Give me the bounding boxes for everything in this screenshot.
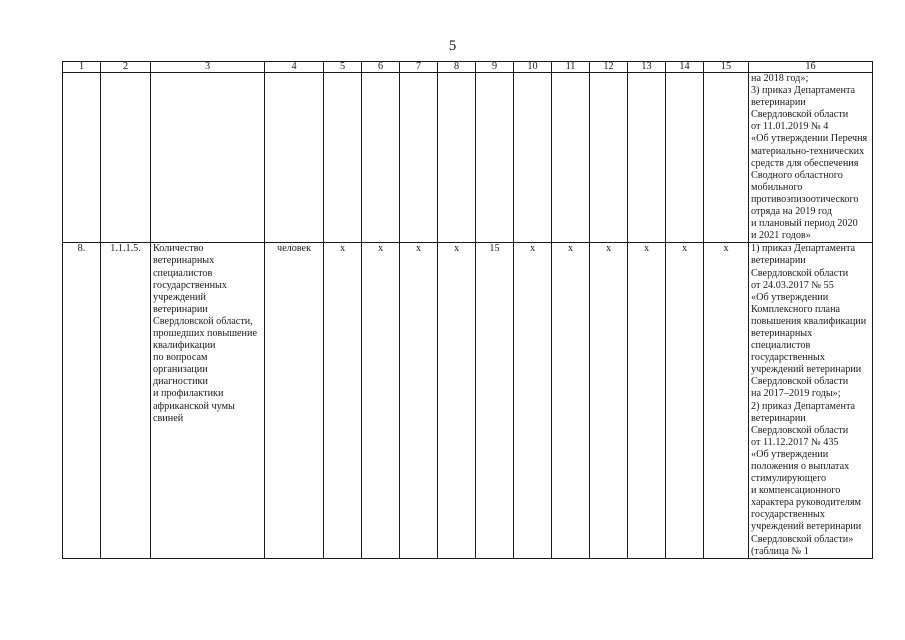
table-header-row: [63, 62, 873, 73]
column-number-header: 2: [101, 62, 151, 73]
text-line: и профилактики: [153, 388, 224, 400]
text-line: на 2018 год»;: [751, 73, 809, 84]
text-line: учреждений: [153, 291, 206, 303]
value-cell: [324, 73, 362, 243]
column-number-header: 3: [151, 62, 265, 73]
value-cell: [552, 73, 590, 243]
code-cell: 1.1.1.5.: [101, 243, 151, 558]
text-line: государственных: [153, 279, 227, 291]
text-line: отряда на 2019 год: [751, 206, 832, 218]
value-cell: [666, 73, 704, 243]
text-line: 1) приказ Департамента: [751, 243, 856, 255]
text-line: африканской чумы: [153, 400, 235, 412]
value-cell: х: [324, 243, 362, 558]
value-cell: [704, 73, 749, 243]
text-line: «Об утверждении: [751, 448, 829, 460]
text-line: учреждений ветеринарии: [751, 521, 862, 533]
text-line: противоэпизоотического: [751, 193, 859, 205]
unit-cell: человек: [265, 243, 324, 558]
text-line: ветеринарии: [751, 412, 806, 424]
source-document-cell: [749, 243, 873, 558]
text-line: Сводного областного: [751, 169, 843, 181]
column-number-header: 10: [514, 62, 552, 73]
text-line: от 11.01.2019 № 4: [751, 121, 829, 133]
text-line: ветеринарии: [153, 303, 208, 315]
column-number-header: 14: [666, 62, 704, 73]
text-line: свиней: [153, 412, 184, 424]
text-line: специалистов: [153, 267, 213, 279]
text-line: от 24.03.2017 № 55: [751, 279, 834, 291]
value-cell: х: [628, 243, 666, 558]
value-cell: х: [438, 243, 476, 558]
code-cell: [101, 73, 151, 243]
table-row: [63, 73, 873, 243]
text-line: материально-технических: [751, 145, 865, 157]
text-line: повышения квалификации: [751, 315, 867, 327]
text-line: государственных: [751, 509, 825, 521]
column-number-header: 4: [265, 62, 324, 73]
text-line: средств для обеспечения: [751, 157, 859, 169]
text-line: по вопросам: [153, 352, 208, 364]
text-line: Свердловской области: [751, 376, 849, 388]
text-line: ветеринарных: [153, 255, 215, 267]
text-line: и компенсационного: [751, 485, 841, 497]
value-cell: [438, 73, 476, 243]
value-cell: х: [704, 243, 749, 558]
text-line: (таблица № 1: [751, 545, 809, 557]
value-cell: х: [552, 243, 590, 558]
text-line: прошедших повышение: [153, 327, 257, 339]
text-line: ветеринарных: [751, 327, 813, 339]
text-line: 3) приказ Департамента: [751, 85, 856, 97]
text-line: Свердловской области»: [751, 533, 854, 545]
column-number-header: 7: [400, 62, 438, 73]
value-cell: х: [666, 243, 704, 558]
indicator-table: [62, 61, 873, 559]
indicator-name-cell: [151, 73, 265, 243]
value-cell: х: [362, 243, 400, 558]
value-cell: [476, 73, 514, 243]
table-row: [63, 243, 873, 558]
text-line: организации: [153, 364, 208, 376]
column-number-header: 1: [63, 62, 101, 73]
text-line: стимулирующего: [751, 473, 827, 485]
text-line: и плановый период 2020: [751, 218, 858, 230]
column-number-header: 12: [590, 62, 628, 73]
text-line: Свердловской области: [751, 267, 849, 279]
value-cell: х: [590, 243, 628, 558]
text-line: положения о выплатах: [751, 461, 850, 472]
value-cell: [362, 73, 400, 243]
column-number-header: 16: [749, 62, 873, 73]
text-line: Комплексного плана: [751, 303, 841, 315]
value-cell: [400, 73, 438, 243]
text-line: «Об утверждении Перечня: [751, 133, 868, 145]
page-number: 5: [448, 38, 457, 54]
text-line: Свердловской области: [751, 424, 849, 436]
text-line: квалификации: [153, 340, 216, 352]
text-line: и 2021 годов»: [751, 230, 811, 242]
row-number-cell: 8.: [63, 243, 101, 558]
text-line: Количество: [153, 243, 204, 255]
unit-cell: [265, 73, 324, 243]
indicator-name-cell: [151, 243, 265, 558]
text-line: Свердловской области,: [153, 315, 253, 327]
value-cell: х: [514, 243, 552, 558]
text-line: ветеринарии: [751, 97, 806, 109]
row-number-cell: [63, 73, 101, 243]
value-cell: [514, 73, 552, 243]
text-line: мобильного: [751, 181, 803, 193]
text-line: «Об утверждении: [751, 291, 829, 303]
column-number-header: 8: [438, 62, 476, 73]
text-line: характера руководителям: [751, 497, 861, 509]
column-number-header: 13: [628, 62, 666, 73]
value-cell: [628, 73, 666, 243]
text-line: Свердловской области: [751, 109, 849, 121]
value-cell: [590, 73, 628, 243]
text-line: диагностики: [153, 376, 208, 388]
text-line: государственных: [751, 352, 825, 364]
text-line: специалистов: [751, 340, 811, 352]
value-cell: х: [400, 243, 438, 558]
text-line: учреждений ветеринарии: [751, 364, 862, 376]
column-number-header: 5: [324, 62, 362, 73]
text-line: ветеринарии: [751, 255, 806, 267]
source-document-cell: [749, 73, 873, 243]
column-number-header: 6: [362, 62, 400, 73]
text-line: на 2017–2019 годы»;: [751, 388, 841, 400]
column-number-header: 15: [704, 62, 749, 73]
text-line: от 11.12.2017 № 435: [751, 436, 839, 448]
column-number-header: 9: [476, 62, 514, 73]
text-line: 2) приказ Департамента: [751, 400, 856, 412]
column-number-header: 11: [552, 62, 590, 73]
value-cell: 15: [476, 243, 514, 558]
